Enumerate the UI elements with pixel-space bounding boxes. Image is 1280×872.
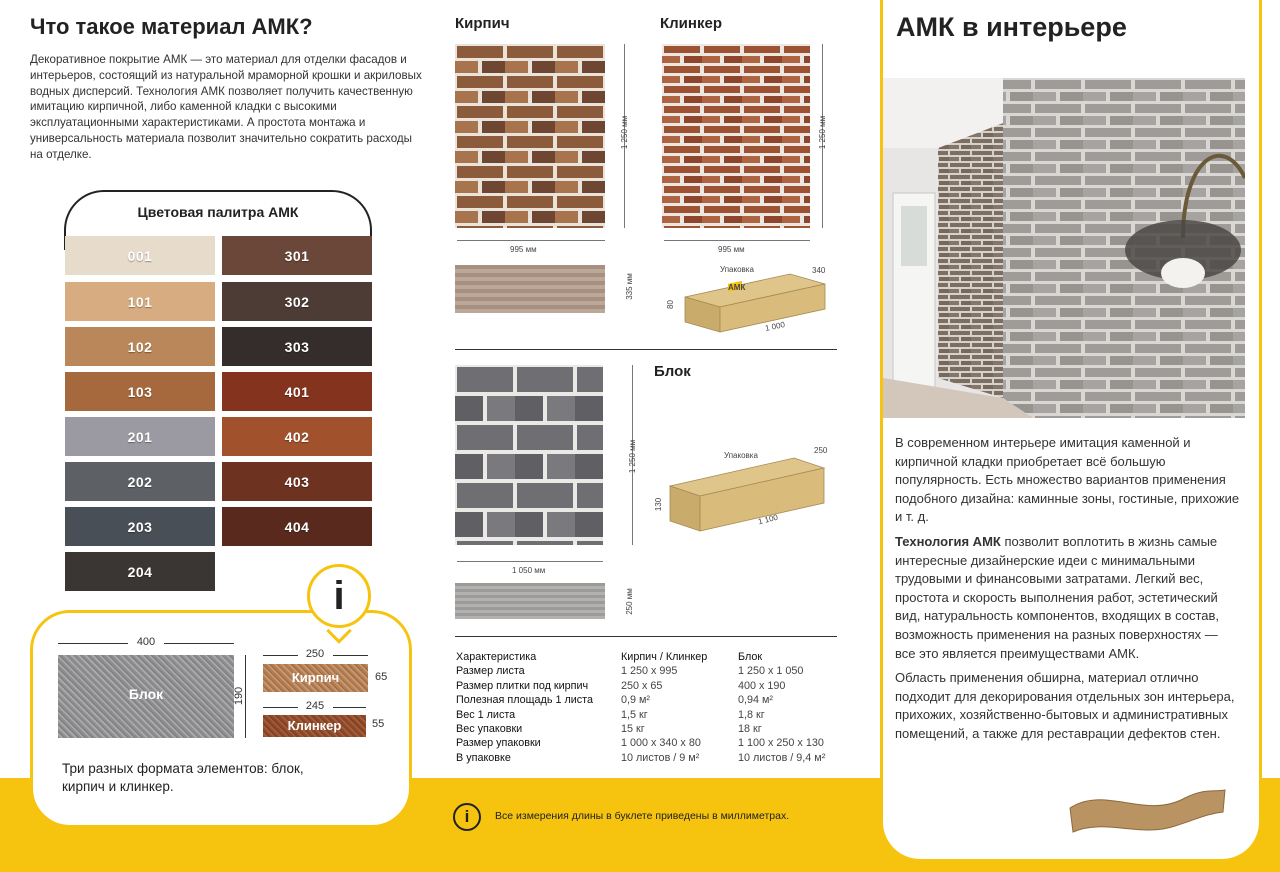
clinker-panel-image [662,44,810,228]
right-title: АМК в интерьере [896,12,1127,42]
block-width-label: 400 [136,636,156,648]
specs-cell: 10 листов / 9,4 м² [738,751,826,764]
specs-cell: 10 листов / 9 м² [621,751,700,764]
specs-header-row [456,650,836,664]
dim-line [457,561,603,562]
intro-text: Декоративное покрытие АМК — это материал для отделки фасадов и интерьеров, состоящий из натуральной мраморной крошки и акриловых водных дисперсий. Технология АМК позволяет получить качественную имитацию кирпичной, либо каменной кладки с высокими эксплуатационными характеристиками. А простота монтажа и универсальность материала позволит значительно сократить расходы на отделке. [30,53,422,161]
specs-cell: 0,9 м² [621,694,651,707]
specs-row [456,693,836,707]
clinker-sample-label: Клинкер [287,718,342,733]
material-sample-image [1065,780,1230,840]
specs-row [456,751,836,765]
block-height-label: 190 [233,686,246,706]
specs-cell: 1,5 кг [621,708,648,721]
block-panel-image [455,365,603,545]
specs-cell: В упаковке [456,751,511,764]
specs-cell: Размер плитки под кирпич [456,679,589,692]
pack2-height: 130 [654,497,664,512]
interior-photo [883,78,1245,418]
block-title: Блок [654,363,691,380]
left-title: Что такое материал АМК? [30,14,313,39]
color-swatch-101: 101 [65,282,215,321]
color-swatch-404: 404 [222,507,372,546]
specs-cell: 1 000 х 340 х 80 [621,737,701,750]
specs-cell: 1 250 х 995 [621,665,678,678]
brick-panel-edge [455,265,605,313]
color-swatch-301: 301 [222,236,372,275]
specs-cell: Вес 1 листа [456,708,516,721]
brick-panel-image [455,44,605,228]
clinker-title: Клинкер [660,15,722,32]
palette-title: Цветовая палитра АМК [137,204,299,220]
block-panel-edge [455,583,605,619]
dim-line [263,655,298,656]
interior-text [895,434,1240,750]
specs-table [456,650,836,765]
color-swatch-202: 202 [65,462,215,501]
interior-paragraph-3: Область применения обширна, материал отлично подходит для декорирования отдельных зон интерьера, прихожих, хозяйственно-бытовых и административных помещений, а также для реставрации дефектов стен. [895,670,1235,741]
info-icon: i [307,564,371,628]
color-swatch-401: 401 [222,372,372,411]
pack2-label: Упаковка [724,451,758,460]
specs-cell: 0,94 м² [738,694,774,707]
specs-row [456,679,836,693]
block-edge-dim: 250 мм [624,588,634,615]
dim-line [457,240,605,241]
dim-line [333,707,366,708]
pack1-height: 80 [665,300,675,309]
pack2-length: 1 100 [757,512,779,527]
measurement-note: Все измерения длины в буклете приведены в миллиметрах. [495,810,790,822]
color-swatch-302: 302 [222,282,372,321]
dim-line [164,643,234,644]
dim-line [58,643,128,644]
color-swatch-103: 103 [65,372,215,411]
interior-paragraph-2-text: позволит воплотить в жизнь самые интересные дизайнерские идеи с минимальными трудовыми и финансовыми затратами. Легкий вес, простота и скорость выполнения работ, эстетический вид, натуральность компонентов, входящих в состав, возможность применения на разных поверхностях — все это является преимуществами АМК. [895,533,1219,661]
brick-width-label: 250 [305,648,325,660]
brick-width-dim: 995 мм [510,245,537,254]
color-swatch-403: 403 [222,462,372,501]
interior-paragraph-2 [895,533,1240,663]
info-note-icon: i [453,803,481,831]
clinker-height-dim: 1 250 мм [818,115,828,150]
pack1-length: 1 000 [764,320,786,333]
pack1-box-image [680,272,830,342]
interior-paragraph-1: В современном интерьере имитация каменной и кирпичной кладки приобретает всё большую популярность. Есть множество вариантов применения подобного дизайна: каминные зоны, гостиные, прихожие и т. д. [895,435,1240,525]
brick-height-label: 65 [375,671,388,683]
clinker-width-dim: 995 мм [718,245,745,254]
dim-line [664,240,810,241]
formats-caption: Три разных формата элементов: блок, кирпич и клинкер. [62,761,304,794]
brick-edge-dim: 335 мм [624,273,634,300]
pack2-box-image [664,456,830,536]
swatch-column-right [222,236,372,552]
specs-cell: 1,8 кг [738,708,765,721]
block-height-dim: 1 250 мм [628,439,638,474]
specs-cell: 15 кг [621,723,645,736]
specs-header-cell: Характеристика [456,651,537,663]
color-swatch-402: 402 [222,417,372,456]
specs-row [456,708,836,722]
specs-header-cell: Блок [738,651,763,663]
specs-cell: Полезная площадь 1 листа [456,694,594,707]
specs-cell: 250 х 65 [621,679,663,692]
color-swatch-001: 001 [65,236,215,275]
dim-line [333,655,368,656]
brick-title: Кирпич [455,15,510,32]
section-divider [455,636,837,637]
color-swatch-203: 203 [65,507,215,546]
pack2-width: 250 [814,446,828,455]
color-swatch-303: 303 [222,327,372,366]
pack1-brand: АМК [728,283,746,292]
color-swatch-102: 102 [65,327,215,366]
pack1-label: Упаковка [720,265,754,274]
specs-row [456,722,836,736]
color-swatch-204: 204 [65,552,215,591]
tech-name: Технология АМК [895,533,1001,549]
block-width-dim: 1 050 мм [512,566,546,575]
specs-cell: 1 100 х 250 х 130 [738,737,824,750]
specs-cell: 400 х 190 [738,679,786,692]
specs-header-cell: Кирпич / Клинкер [621,651,708,663]
swatch-column-left [65,236,215,597]
specs-cell: Размер упаковки [456,737,541,750]
pack1-width: 340 [812,266,826,275]
block-sample-label: Блок [128,686,164,702]
clinker-height-label: 55 [372,718,385,730]
dim-line [245,655,246,738]
brick-height-dim: 1 250 мм [620,115,630,150]
specs-cell: 18 кг [738,723,762,736]
section-divider [455,349,837,350]
dim-line [263,707,298,708]
specs-cell: Размер листа [456,665,525,678]
specs-row [456,736,836,750]
brick-sample-label: Кирпич [291,670,340,685]
specs-cell: Вес упаковки [456,723,523,736]
color-swatch-201: 201 [65,417,215,456]
specs-cell: 1 250 х 1 050 [738,665,804,678]
specs-row [456,664,836,678]
clinker-width-label: 245 [305,700,325,712]
